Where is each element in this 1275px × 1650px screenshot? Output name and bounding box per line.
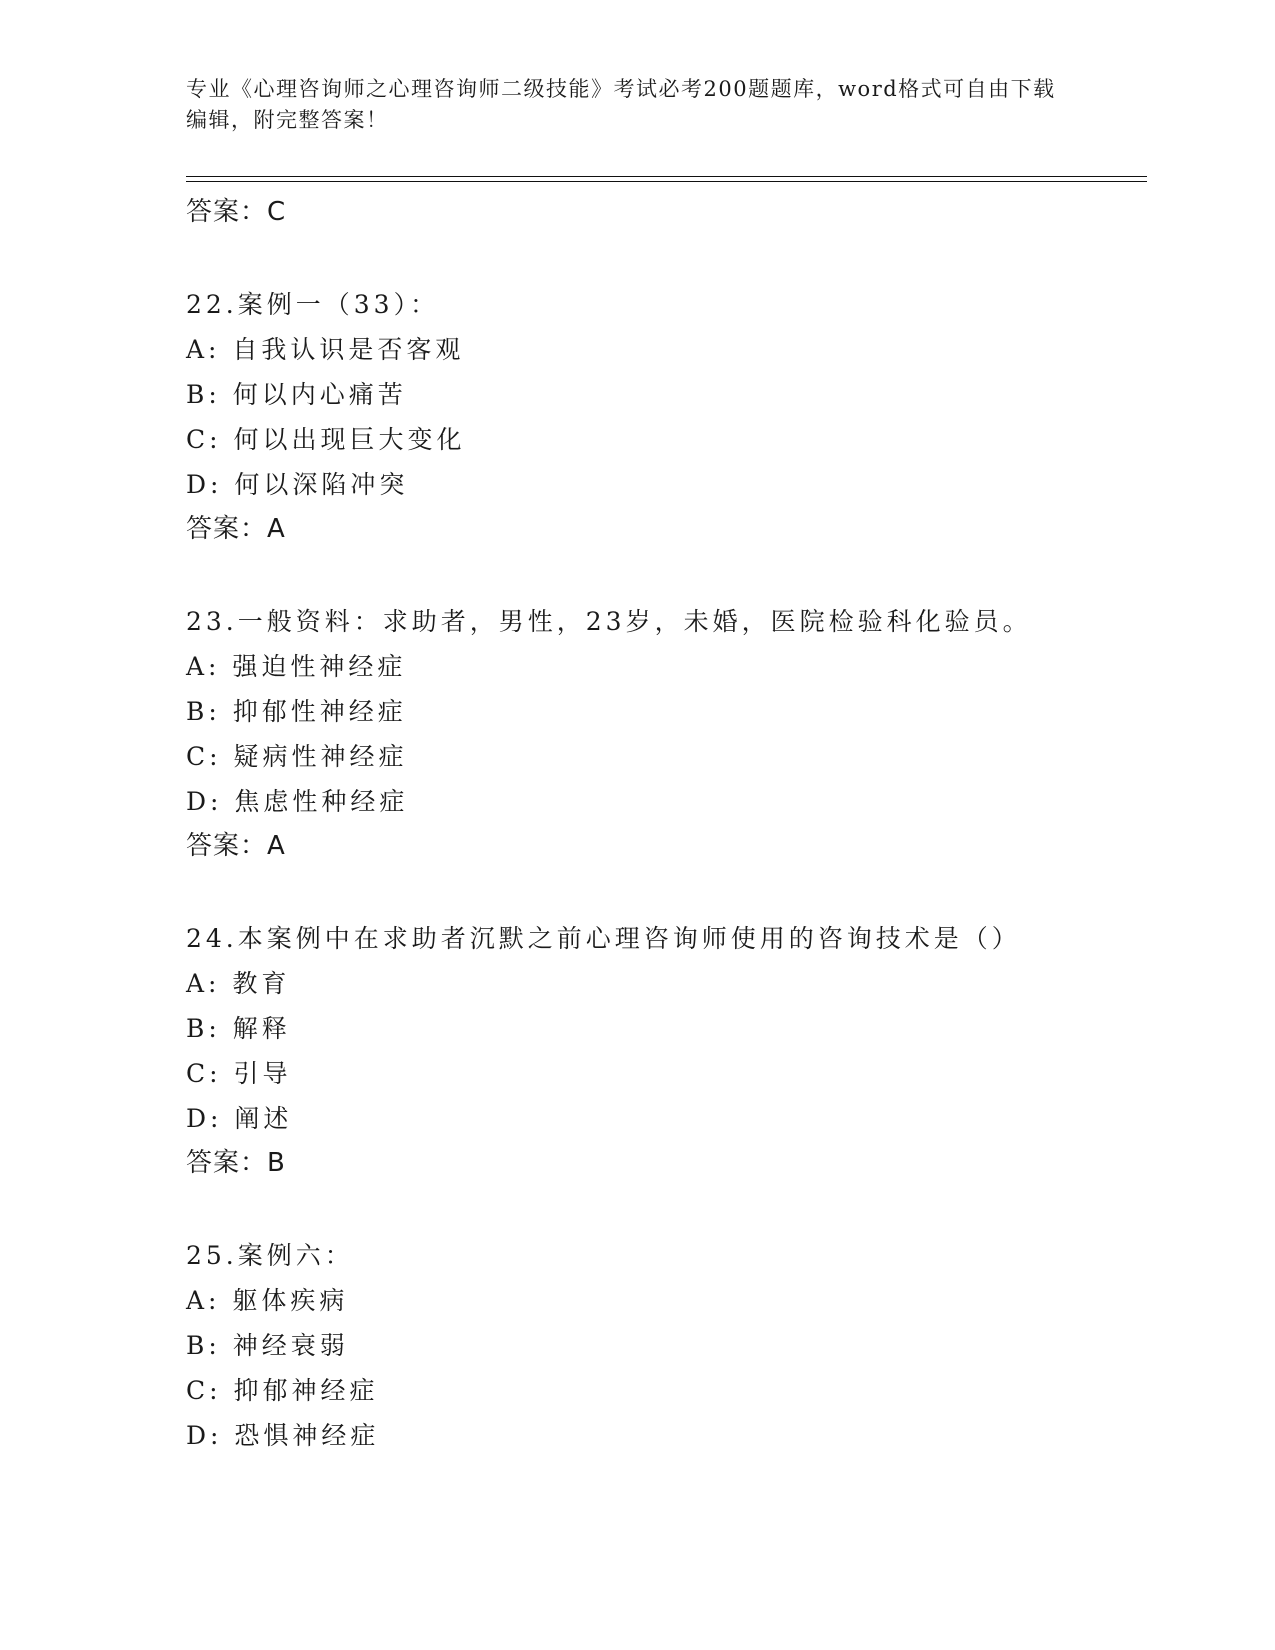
document-header: 专业《心理咨询师之心理咨询师二级技能》考试必考200题题库，word格式可自由下载编辑，附完整答案！ bbox=[186, 77, 1056, 132]
option-b: B: 解释 bbox=[186, 1014, 291, 1043]
question-block bbox=[186, 916, 1146, 1186]
option-a: A: 躯体疾病 bbox=[186, 1286, 349, 1315]
option-c: C: 抑郁神经症 bbox=[186, 1376, 379, 1405]
answer-label: 答案：A bbox=[186, 831, 286, 861]
header-divider-top bbox=[186, 176, 1147, 177]
option-d: D: 何以深陷冲突 bbox=[186, 470, 409, 499]
question-list bbox=[186, 190, 1146, 1458]
option-d: D: 焦虑性种经症 bbox=[186, 787, 409, 816]
option-a: A: 自我认识是否客观 bbox=[186, 335, 465, 364]
question-stem: 24.本案例中在求助者沉默之前心理咨询师使用的咨询技术是（） bbox=[186, 924, 1021, 953]
option-c: C: 引导 bbox=[186, 1059, 292, 1088]
option-c: C: 疑病性神经症 bbox=[186, 742, 408, 771]
option-d: D: 阐述 bbox=[186, 1104, 293, 1133]
question-stem: 22.案例一（33）： bbox=[186, 290, 440, 319]
option-c: C: 何以出现巨大变化 bbox=[186, 425, 466, 454]
option-b: B: 何以内心痛苦 bbox=[186, 380, 407, 409]
option-a: A: 教育 bbox=[186, 969, 291, 998]
question-stem: 23.一般资料：求助者，男性，23岁，未婚，医院检验科化验员。 bbox=[186, 607, 1032, 636]
option-d: D: 恐惧神经症 bbox=[186, 1421, 380, 1450]
option-b: B: 抑郁性神经症 bbox=[186, 697, 407, 726]
question-stem: 25.案例六： bbox=[186, 1241, 354, 1270]
answer-label: 答案：A bbox=[186, 514, 286, 544]
answer-label: 答案：B bbox=[186, 1148, 286, 1178]
question-block bbox=[186, 282, 1146, 552]
option-a: A: 强迫性神经症 bbox=[186, 652, 407, 681]
answer-label: 答案：C bbox=[186, 197, 287, 227]
header-divider-bottom bbox=[186, 181, 1147, 182]
question-block bbox=[186, 1233, 1146, 1458]
question-block bbox=[186, 599, 1146, 869]
option-b: B: 神经衰弱 bbox=[186, 1331, 349, 1360]
